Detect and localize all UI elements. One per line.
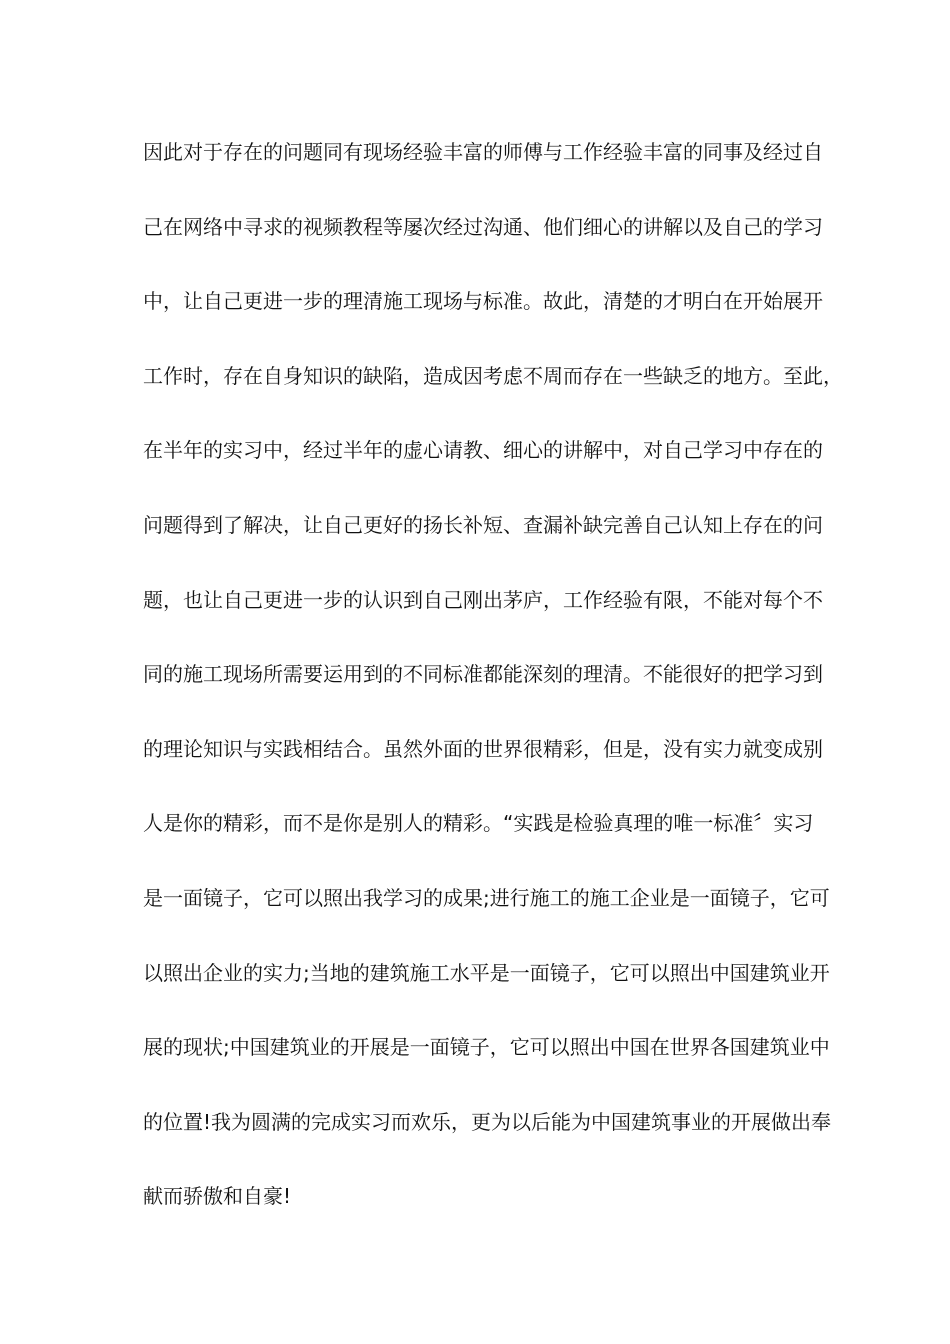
text-line: 是一面镜子，它可以照出我学习的成果;进行施工的施工企业是一面镜子，它可	[143, 885, 830, 910]
text-line: 人是你的精彩，而不是你是别人的精彩。“实践是检验真理的唯一标准〞实习	[143, 811, 814, 836]
text-line: 的位置!我为圆满的完成实习而欢乐，更为以后能为中国建筑事业的开展做出奉	[143, 1109, 832, 1134]
text-line: 问题得到了解决，让自己更好的扬长补短、查漏补缺完善自己认知上存在的问	[143, 512, 823, 537]
text-line: 献而骄傲和自豪!	[143, 1184, 292, 1209]
text-line: 题，也让自己更进一步的认识到自己刚出茅庐，工作经验有限，不能对每个不	[143, 587, 823, 612]
text-line: 同的施工现场所需要运用到的不同标准都能深刻的理清。不能很好的把学习到	[143, 662, 823, 687]
text-line: 展的现状;中国建筑业的开展是一面镜子，它可以照出中国在世界各国建筑业中	[143, 1035, 830, 1060]
text-line: 因此对于存在的问题同有现场经验丰富的师傅与工作经验丰富的同事及经过自	[143, 140, 823, 164]
text-line: 工作时，存在自身知识的缺陷，造成因考虑不周而存在一些缺乏的地方。至此，	[143, 363, 843, 388]
text-line: 以照出企业的实力;当地的建筑施工水平是一面镜子，它可以照出中国建筑业开	[143, 960, 830, 985]
text-line: 己在网络中寻求的视频教程等屡次经过沟通、他们细心的讲解以及自己的学习	[143, 214, 823, 239]
body-paragraph	[143, 132, 843, 1251]
text-line: 中，让自己更进一步的理清施工现场与标准。故此，清楚的才明白在开始展开	[143, 289, 823, 314]
text-line: 在半年的实习中，经过半年的虚心请教、细心的讲解中，对自己学习中存在的	[143, 438, 823, 463]
text-line: 的理论知识与实践相结合。虽然外面的世界很精彩，但是，没有实力就变成别	[143, 736, 823, 761]
